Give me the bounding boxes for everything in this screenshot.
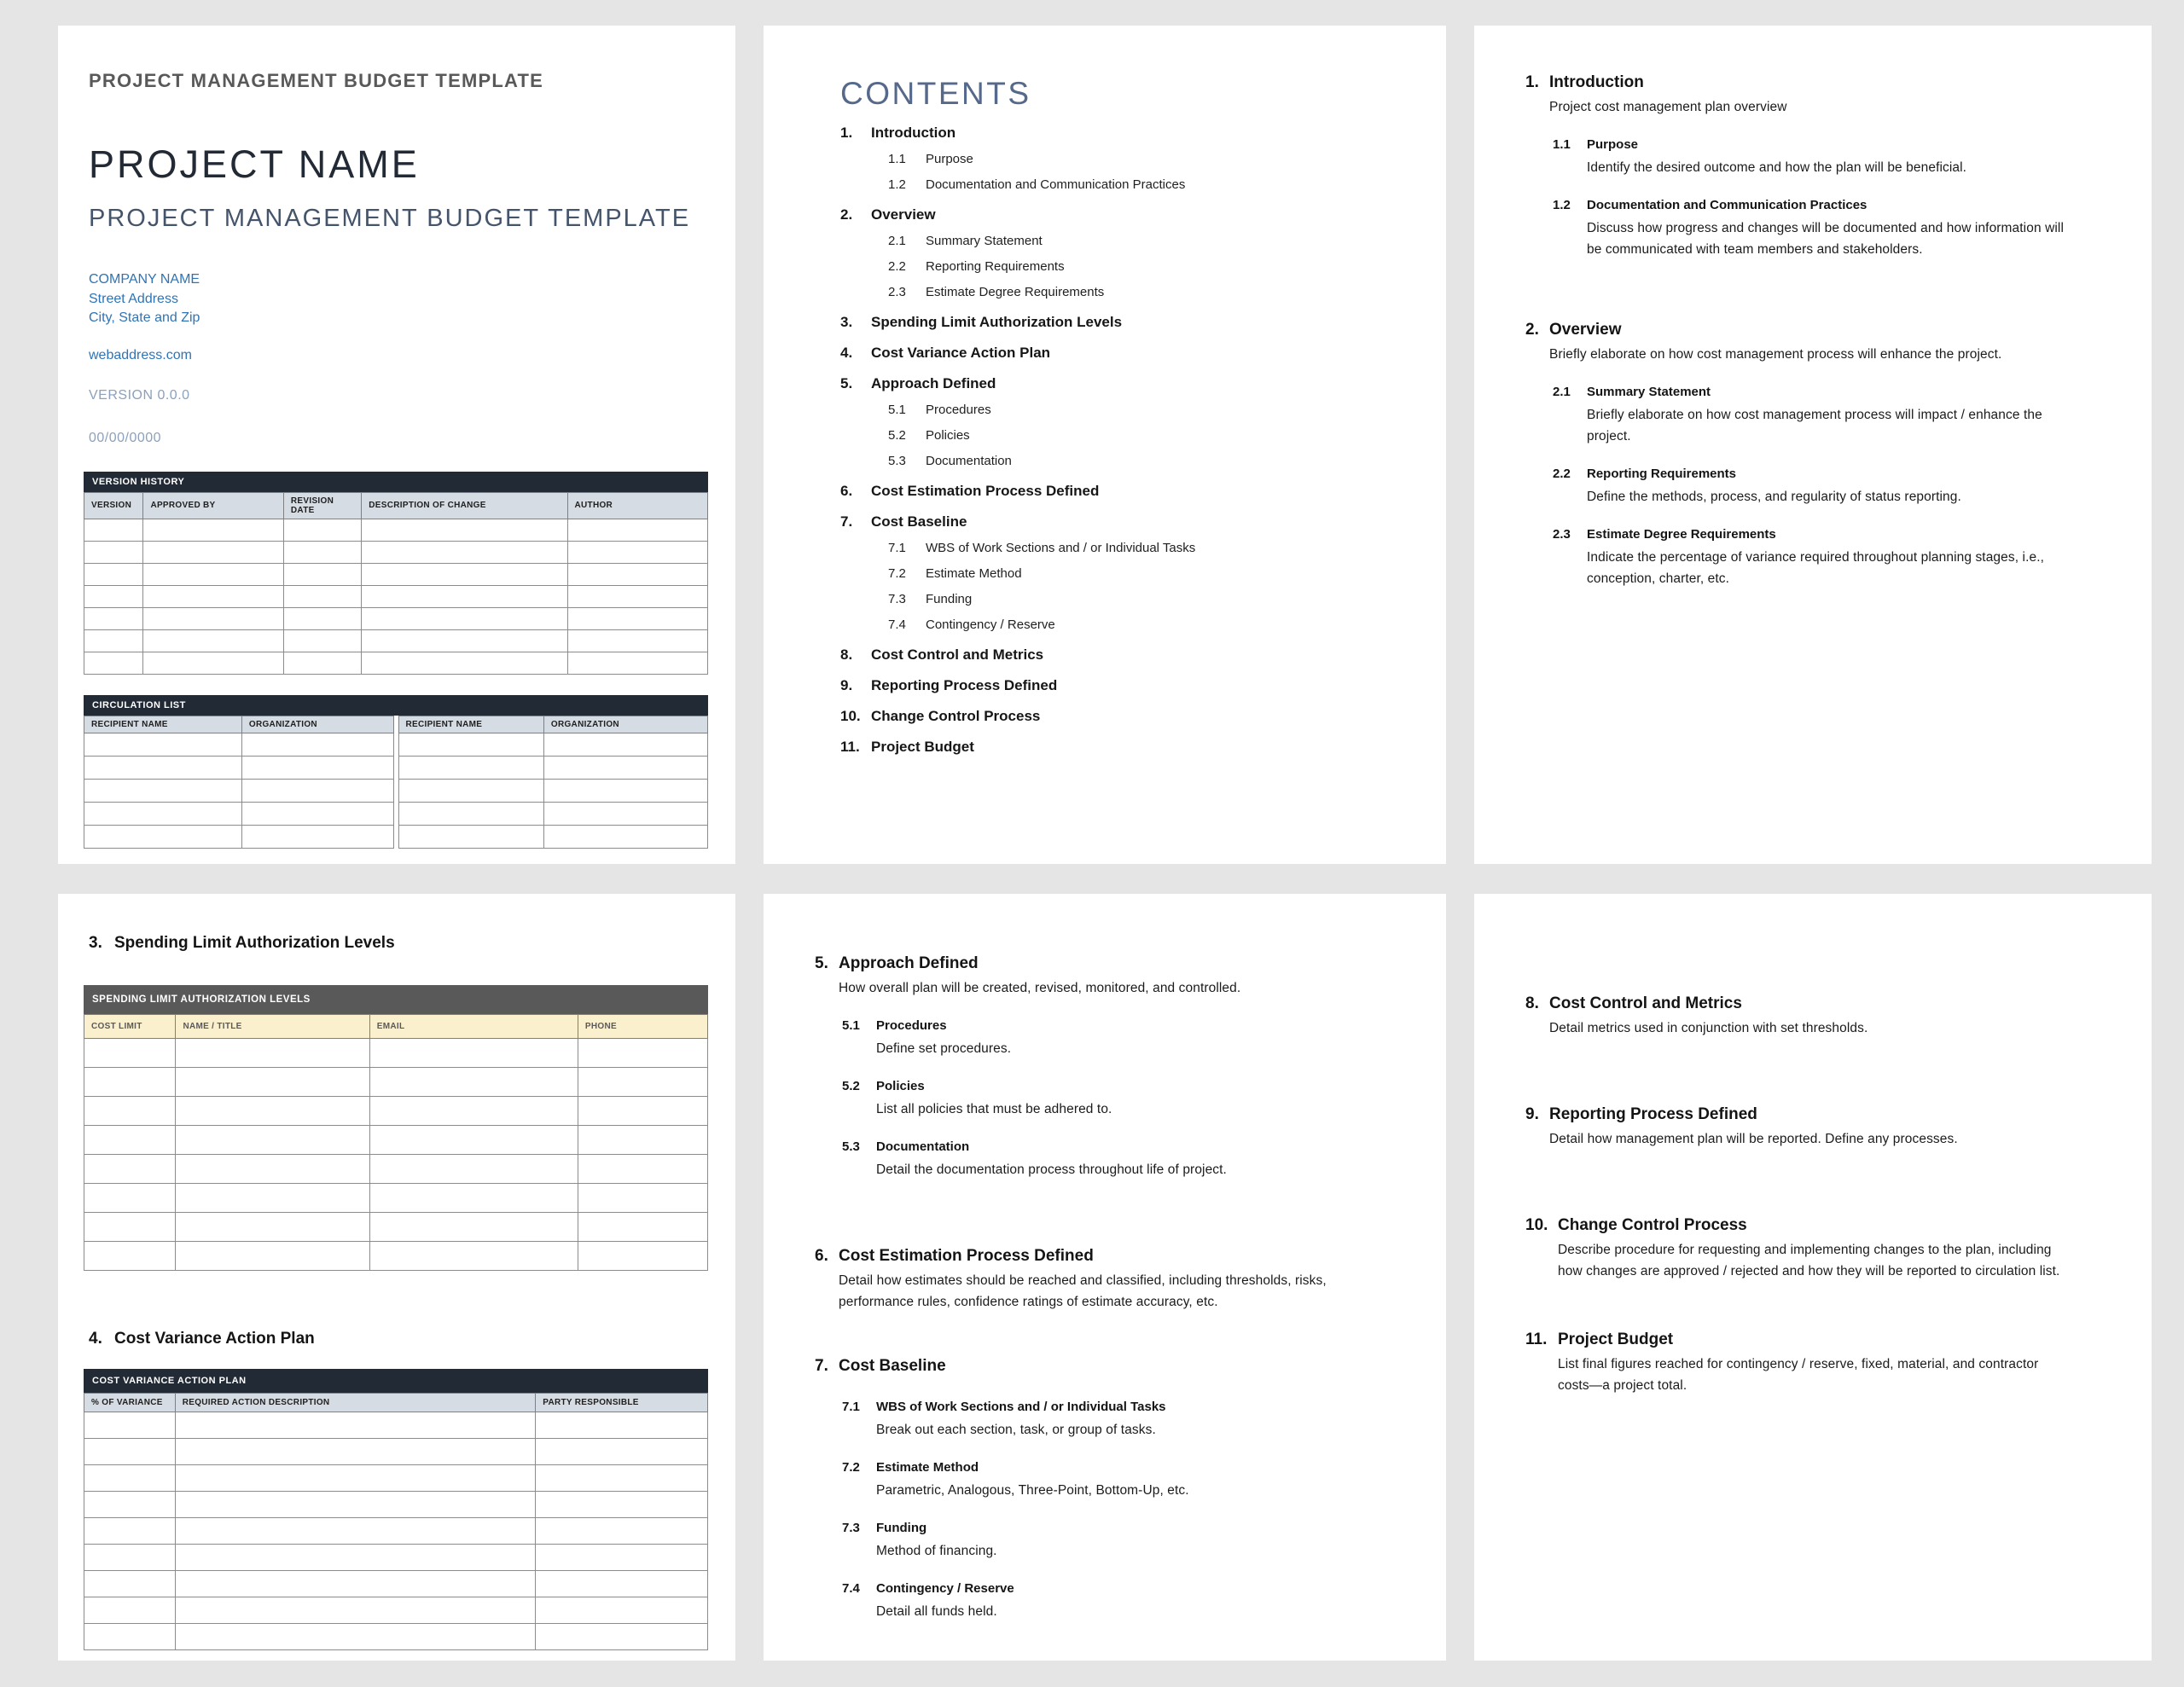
section-body: Detail metrics used in conjunction with set thresholds. [1549,1021,1868,1035]
document-header: PROJECT MANAGEMENT BUDGET TEMPLATE [89,70,543,91]
section-heading: 11. Project Budget [1525,1330,1674,1348]
project-name-title: PROJECT NAME [89,142,420,186]
section-heading-spending-limits: 3. Spending Limit Authorization Levels [89,934,395,952]
subsection: 2.2 Reporting Requirements Define the methods, process, and regularity of status reporting. [1525,466,2071,507]
spending-limit-header-row [84,1015,708,1039]
table-row [84,1126,708,1155]
table-row [398,825,708,848]
circulation-list-halves [84,716,708,849]
document-subtitle: PROJECT MANAGEMENT BUDGET TEMPLATE [89,205,691,232]
subsection-title: Documentation [876,1139,970,1154]
subsection-title: Estimate Method [876,1460,979,1475]
section-heading: 1. Introduction [1525,73,1644,91]
subsection: 1.2 Documentation and Communication Practices Discuss how progress and changes will be documented and how information will be communicated with team members and stakeholders. [1525,197,2071,260]
contents-heading: CONTENTS [840,76,1031,111]
section-heading-cost-variance: 4. Cost Variance Action Plan [89,1330,315,1348]
section-cost-baseline [815,1356,1365,1622]
toc-subitem: 2.2 Reporting Requirements [888,259,1065,274]
col-version: VERSION [84,492,143,519]
toc-subitem: 7.3 Funding [888,592,973,606]
toc-item: 6. Cost Estimation Process Defined [840,483,1100,499]
section-body: List final figures reached for contingency / reserve, fixed, material, and contractor costs—a project total. [1558,1357,2039,1393]
table-row [84,1213,708,1242]
toc-item: 11. Project Budget [840,739,974,755]
company-city: City, State and Zip [89,310,200,325]
version-history-title-bar: VERSION HISTORY [84,472,708,492]
subsection-body: List all policies that must be adhered to. [876,1102,1112,1116]
table-row [84,607,708,629]
subsection: 2.1 Summary Statement Briefly elaborate on how cost management process will impact / enhance the project. [1525,384,2071,447]
section-heading: 10. Change Control Process [1525,1216,1747,1234]
subsection: 2.3 Estimate Degree Requirements Indicate the percentage of variance required throughout planning stages, i.e., conception, charter, etc. [1525,526,2071,589]
subsection: 1.1 Purpose Identify the desired outcome and how the plan will be beneficial. [1525,136,2071,178]
circulation-list-table [84,695,708,849]
subsection-body: Define set procedures. [876,1041,1012,1056]
page-sections-3-4 [58,894,735,1661]
toc-subitem: 5.1 Procedures [888,403,991,417]
section-heading: 5. Approach Defined [815,954,979,972]
version-history-table [84,472,708,675]
version-history-grid [84,492,708,675]
version-label: VERSION 0.0.0 [89,387,190,403]
cost-variance-grid [84,1393,708,1650]
subsection: 5.3 Documentation Detail the documentation process throughout life of project. [815,1139,1365,1180]
toc-subitem: 1.2 Documentation and Communication Practices [888,177,1186,192]
subsection-body: Parametric, Analogous, Three-Point, Bottom-Up, etc. [876,1483,1189,1498]
col-description-of-change: DESCRIPTION OF CHANGE [362,492,567,519]
col-approved-by: APPROVED BY [143,492,283,519]
col-party-responsible: PARTY RESPONSIBLE [536,1394,708,1412]
subsection: 7.2 Estimate Method Parametric, Analogous, Three-Point, Bottom-Up, etc. [815,1459,1365,1501]
table-row [84,629,708,652]
subsection-title: Documentation and Communication Practices [1587,198,1867,212]
col-organization: ORGANIZATION [543,716,707,733]
section-heading: 6. Cost Estimation Process Defined [815,1247,1094,1265]
section-body: Briefly elaborate on how cost management process will enhance the project. [1549,347,2002,362]
toc-item: 4. Cost Variance Action Plan [840,345,1051,361]
section-overview [1525,320,2071,589]
page-sections-8-11 [1474,894,2152,1661]
toc-item: 8. Cost Control and Metrics [840,646,1044,663]
cost-variance-title-bar: COST VARIANCE ACTION PLAN [84,1369,708,1393]
company-block [89,270,708,328]
toc-item: 10. Change Control Process [840,708,1041,724]
toc-subitem: 2.3 Estimate Degree Requirements [888,285,1105,299]
col-required-action-description: REQUIRED ACTION DESCRIPTION [175,1394,536,1412]
subsection-body: Break out each section, task, or group of tasks. [876,1423,1156,1437]
toc-item: 3. Spending Limit Authorization Levels [840,314,1123,330]
subsection-body: Briefly elaborate on how cost management process will impact / enhance the project. [1587,408,2042,443]
section-change-control [1525,1215,2071,1282]
page-contents [764,26,1446,864]
col-recipient-name: RECIPIENT NAME [84,716,242,733]
section-approach-defined [815,954,1365,1180]
table-row [84,1039,708,1068]
subsection-title: Procedures [876,1018,947,1033]
section-project-budget [1525,1330,2071,1396]
section-heading: 8. Cost Control and Metrics [1525,994,1742,1012]
table-row [84,519,708,541]
col-percent-of-variance: % OF VARIANCE [84,1394,176,1412]
toc-subitem: 7.1 WBS of Work Sections and / or Individual Tasks [888,541,1196,555]
table-row [398,756,708,779]
subsection-title: Funding [876,1521,927,1535]
col-author: AUTHOR [567,492,708,519]
col-email: EMAIL [369,1015,578,1039]
toc-item: 2. Overview [840,206,936,223]
subsection-title: Estimate Degree Requirements [1587,527,1776,542]
table-row [84,541,708,563]
subsection-body: Discuss how progress and changes will be documented and how information will be communicated with team members and stakeholders. [1587,221,2064,257]
col-cost-limit: COST LIMIT [84,1015,176,1039]
subsection: 5.1 Procedures Define set procedures. [815,1017,1365,1059]
col-name-title: NAME / TITLE [176,1015,369,1039]
toc-item: 9. Reporting Process Defined [840,677,1058,693]
table-row [84,1439,708,1465]
spending-limit-grid [84,1014,708,1271]
table-row [84,1155,708,1184]
subsection-body: Define the methods, process, and regularity of status reporting. [1587,490,1961,504]
subsection: 5.2 Policies List all policies that must be adhered to. [815,1078,1365,1120]
spending-limit-title-bar: SPENDING LIMIT AUTHORIZATION LEVELS [84,985,708,1014]
table-row [84,825,394,848]
section-body: Detail how estimates should be reached and classified, including thresholds, risks, performance rules, confidence ratings of estimate accuracy, etc. [839,1273,1327,1309]
toc-subitem: 1.1 Purpose [888,152,973,166]
table-row [398,802,708,825]
subsection-body: Detail the documentation process throughout life of project. [876,1162,1227,1177]
toc-subitem: 5.3 Documentation [888,454,1012,468]
circulation-left-grid [84,716,394,849]
table-row [84,563,708,585]
section-cost-control [1525,994,2071,1039]
toc-subitem: 7.2 Estimate Method [888,566,1022,581]
table-row [84,1571,708,1597]
col-phone: PHONE [578,1015,707,1039]
toc-subitem: 2.1 Summary Statement [888,234,1043,248]
table-row [84,733,394,756]
table-row [84,1492,708,1518]
section-heading: 2. Overview [1525,321,1622,339]
table-row [84,1184,708,1213]
subsection-title: Reporting Requirements [1587,467,1737,481]
table-row [84,1412,708,1439]
subsection: 7.1 WBS of Work Sections and / or Individual Tasks Break out each section, task, or group of tasks. [815,1399,1365,1441]
table-row [84,1624,708,1650]
spending-limit-table [84,985,708,1271]
date-label: 00/00/0000 [89,430,162,445]
col-recipient-name: RECIPIENT NAME [398,716,543,733]
subsection-body: Identify the desired outcome and how the plan will be beneficial. [1587,160,1967,175]
subsection: 7.4 Contingency / Reserve Detail all funds held. [815,1580,1365,1622]
toc-subitem: 7.4 Contingency / Reserve [888,617,1055,632]
section-heading: 7. Cost Baseline [815,1357,946,1375]
toc-item: 7. Cost Baseline [840,513,967,530]
page-cover [58,26,735,864]
table-row [84,1518,708,1545]
table-row [84,1597,708,1624]
table-row [84,1545,708,1571]
circulation-list-title-bar: CIRCULATION LIST [84,695,708,716]
subsection-title: Contingency / Reserve [876,1581,1014,1596]
cost-variance-table [84,1369,708,1650]
toc-subitem: 5.2 Policies [888,428,970,443]
subsection-body: Detail all funds held. [876,1604,997,1619]
section-heading: 9. Reporting Process Defined [1525,1105,1757,1123]
company-name: COMPANY NAME [89,272,200,287]
table-row [84,1097,708,1126]
version-history-header-row [84,492,708,519]
table-row [398,779,708,802]
page-sections-5-7 [764,894,1446,1661]
subsection-body: Indicate the percentage of variance required throughout planning stages, i.e., conception, charter, etc. [1587,550,2045,586]
cost-variance-header-row [84,1394,708,1412]
table-row [84,756,394,779]
subsection-body: Method of financing. [876,1544,997,1558]
subsection-title: WBS of Work Sections and / or Individual Tasks [876,1400,1166,1414]
table-row [398,733,708,756]
section-reporting-process [1525,1104,2071,1150]
subsection: 7.3 Funding Method of financing. [815,1520,1365,1562]
section-body: How overall plan will be created, revised, monitored, and controlled. [839,981,1241,995]
table-row [84,585,708,607]
circulation-right-grid [398,716,709,849]
toc-item: 5. Approach Defined [840,375,996,391]
col-revision-date: REVISION DATE [283,492,361,519]
circulation-left-header-row [84,716,394,733]
section-body: Describe procedure for requesting and implementing changes to the plan, including how changes are approved / rejected and how they will be reported to circulation list. [1558,1243,2060,1278]
section-introduction [1525,72,2071,260]
col-organization: ORGANIZATION [241,716,393,733]
table-row [84,1068,708,1097]
table-row [84,652,708,674]
company-street: Street Address [89,291,178,306]
subsection-title: Policies [876,1079,925,1093]
table-row [84,1242,708,1271]
page-sections-1-2 [1474,26,2152,864]
subsection-title: Purpose [1587,137,1639,152]
section-cost-estimation [815,1246,1365,1313]
subsection-title: Summary Statement [1587,385,1711,399]
section-body: Detail how management plan will be reported. Define any processes. [1549,1132,1958,1146]
section-body: Project cost management plan overview [1549,100,1787,114]
table-row [84,1465,708,1492]
company-web: webaddress.com [89,347,192,362]
table-row [84,779,394,802]
toc-item: 1. Introduction [840,125,956,141]
table-row [84,802,394,825]
circulation-right-header-row [398,716,708,733]
